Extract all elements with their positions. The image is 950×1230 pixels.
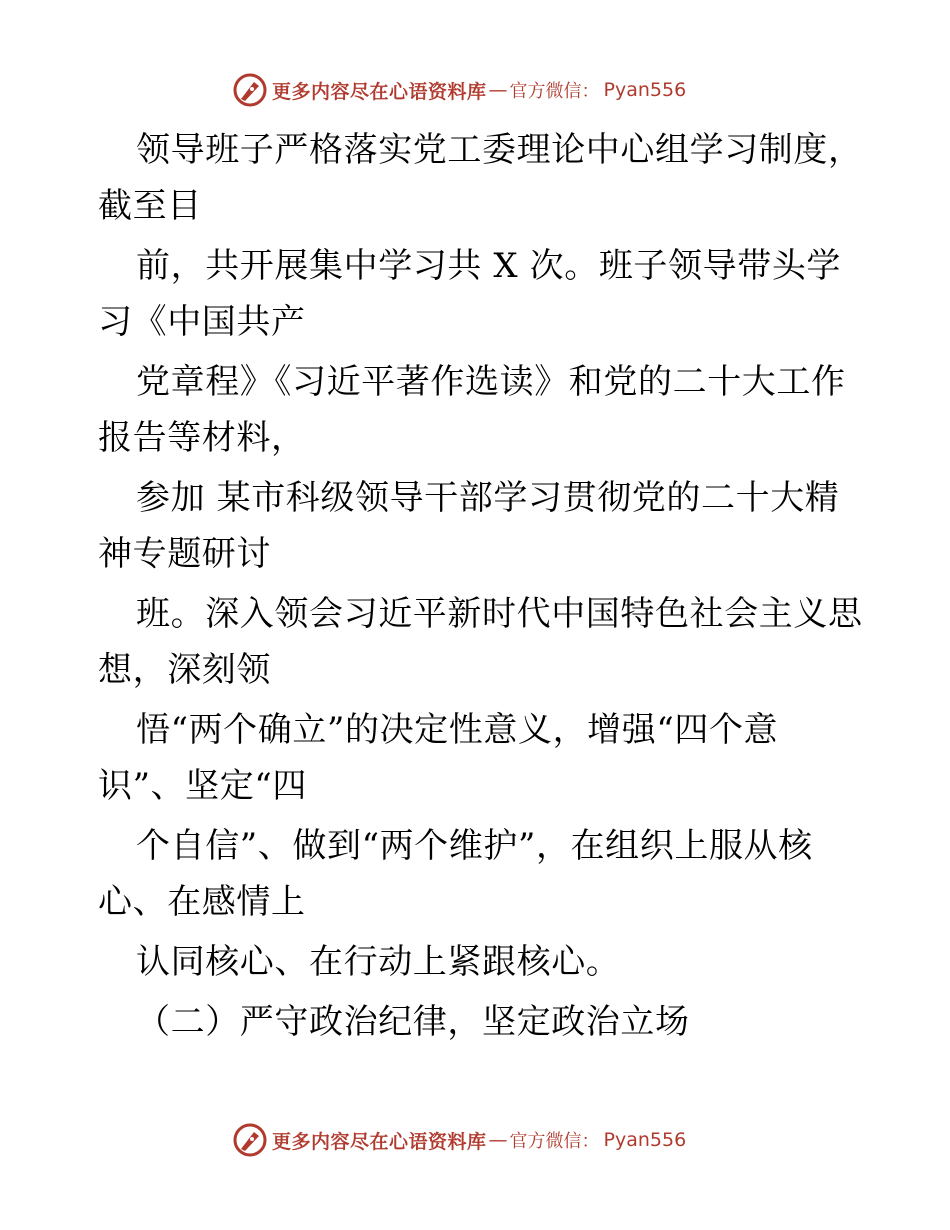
footer-watermark-banner <box>232 1120 686 1160</box>
body-line: 报告等材料， <box>98 418 306 458</box>
body-line: 党章程》《习近平著作选读》和党的二十大工作 <box>136 362 846 402</box>
body-line: 参加 某市科级领导干部学习贯彻党的二十大精 <box>136 478 840 518</box>
banner-wechat-id: Pyan556 <box>603 79 687 101</box>
body-line: 想，深刻领 <box>98 650 271 690</box>
body-line: 习《中国共产 <box>98 302 306 342</box>
banner-wechat-label: 官方微信： <box>509 81 600 102</box>
banner-lead-text: 更多内容尽在心语资料库 <box>272 80 487 103</box>
banner-wechat-label: 官方微信： <box>509 1131 600 1152</box>
body-line: 认同核心、在行动上紧跟核心。 <box>136 942 621 982</box>
banner-dash: — <box>488 79 508 101</box>
body-line: 截至目 <box>98 186 202 226</box>
body-line: 个自信”、做到“两个维护”，在组织上服从核 <box>136 826 813 866</box>
body-line: 前，共开展集中学习共 X 次。班子领导带头学 <box>136 246 842 286</box>
pen-nib-logo-icon <box>232 1122 268 1158</box>
banner-lead-text: 更多内容尽在心语资料库 <box>272 1130 487 1153</box>
body-line: 神专题研讨 <box>98 534 271 574</box>
banner-wechat-id: Pyan556 <box>603 1129 687 1151</box>
body-line: 识”、坚定“四 <box>98 766 307 806</box>
pen-nib-logo-icon <box>232 72 268 108</box>
body-line: 领导班子严格落实党工委理论中心组学习制度， <box>136 130 863 170</box>
body-line: 心、在感情上 <box>98 882 306 922</box>
body-line: 悟“两个确立”的决定性意义，增强“四个意 <box>136 710 779 750</box>
header-watermark-banner <box>232 70 686 110</box>
section-heading: （二）严守政治纪律，坚定政治立场 <box>136 1002 690 1042</box>
banner-dash: — <box>488 1129 508 1151</box>
body-line: 班。深入领会习近平新时代中国特色社会主义思 <box>136 594 863 634</box>
